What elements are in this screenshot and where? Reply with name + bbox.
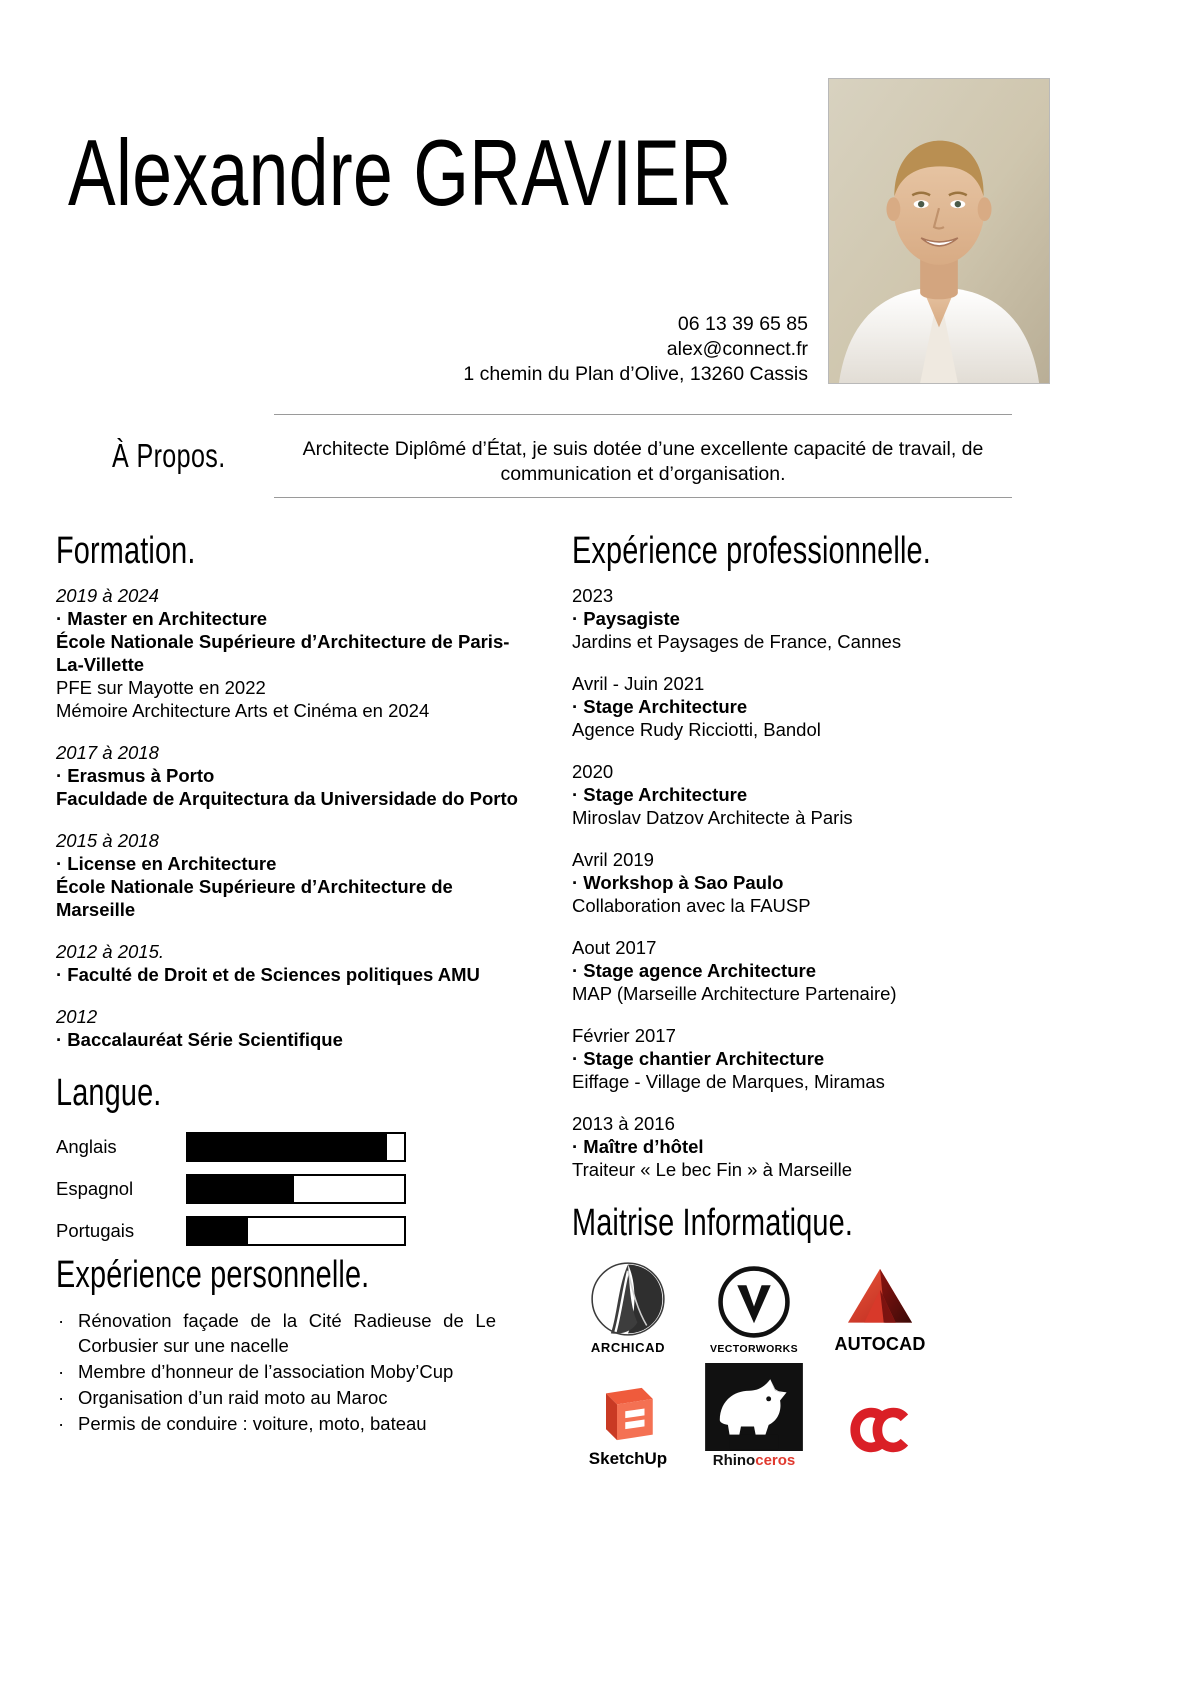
experience-personnelle-heading-text: Expérience personnelle. <box>56 1254 370 1296</box>
list-item-label: Permis de conduire : voiture, moto, bateau <box>78 1413 427 1434</box>
entry-date: 2015 à 2018 <box>56 830 159 851</box>
experience-pro-heading-text: Expérience professionnelle. <box>572 530 931 572</box>
experience-entry <box>572 936 992 1005</box>
list-item-label: Membre d’honneur de l’association Moby’Cup <box>78 1361 454 1382</box>
software-label-part-2: ceros <box>755 1452 796 1469</box>
entry-title: · Stage agence Architecture <box>572 960 817 981</box>
portrait-photo-icon <box>829 79 1049 383</box>
right-column <box>572 528 992 1477</box>
language-row <box>56 1126 536 1168</box>
formation-entry <box>56 940 536 986</box>
page-title <box>68 118 942 228</box>
language-row <box>56 1210 536 1252</box>
about-text <box>280 437 1006 487</box>
formation-entry <box>56 829 536 921</box>
language-level-fill <box>188 1218 248 1244</box>
experience-entry <box>572 760 992 829</box>
entry-title: · Faculté de Droit et de Sciences politiques AMU <box>56 964 480 985</box>
contact-address: 1 chemin du Plan d’Olive, 13260 Cassis <box>463 363 808 385</box>
entry-title: · Paysagiste <box>572 608 680 629</box>
formation-entry <box>56 741 536 810</box>
language-level-bar <box>186 1174 406 1204</box>
bullet-icon: · <box>58 1361 65 1382</box>
langue-heading-text: Langue. <box>56 1072 162 1114</box>
entry-org: Miroslav Datzov Architecte à Paris <box>572 807 853 828</box>
entry-date: 2017 à 2018 <box>56 742 159 763</box>
entry-org: MAP (Marseille Architecture Partenaire) <box>572 983 897 1004</box>
autocad-logo-icon <box>839 1262 921 1334</box>
software-logo-row <box>572 1363 972 1469</box>
entry-org: Traiteur « Le bec Fin » à Marseille <box>572 1159 853 1180</box>
language-row <box>56 1168 536 1210</box>
formation-entry <box>56 1005 536 1051</box>
entry-title: · Baccalauréat Série Scientifique <box>56 1029 343 1050</box>
software-item-archicad <box>572 1260 684 1355</box>
entry-title: · Erasmus à Porto <box>56 765 215 786</box>
avatar <box>828 78 1050 384</box>
about-divider-top <box>274 414 1012 415</box>
entry-title: · Master en Architecture <box>56 608 268 629</box>
entry-date: 2012 <box>56 1006 98 1027</box>
language-level-fill <box>188 1134 387 1160</box>
list-item <box>56 1308 496 1358</box>
list-item-label: Organisation d’un raid moto au Maroc <box>78 1387 388 1408</box>
entry-date: 2019 à 2024 <box>56 585 159 606</box>
about-line-2: de communication et d’organisation. <box>500 438 984 485</box>
entry-date: Avril 2019 <box>572 849 654 870</box>
entry-note: Mémoire Architecture Arts et Cinéma en 2024 <box>56 700 430 721</box>
list-item <box>56 1385 496 1410</box>
about-label <box>112 436 261 476</box>
entry-org: Eiffage - Village de Marques, Miramas <box>572 1071 885 1092</box>
entry-date: Février 2017 <box>572 1025 676 1046</box>
adobe-cc-logo-icon <box>843 1393 917 1467</box>
software-label <box>698 1452 810 1469</box>
experience-entry <box>572 1024 992 1093</box>
language-label: Espagnol <box>56 1178 134 1199</box>
software-label-part-1: Rhino <box>712 1452 756 1469</box>
entry-date: 2020 <box>572 761 614 782</box>
entry-title: · Stage chantier Architecture <box>572 1048 825 1069</box>
bullet-icon: · <box>58 1413 65 1434</box>
software-logos <box>572 1260 972 1469</box>
software-label: SketchUp <box>588 1449 668 1468</box>
section-heading-langue <box>56 1070 536 1116</box>
section-heading-maitrise <box>572 1200 992 1246</box>
language-label: Anglais <box>56 1136 117 1157</box>
experience-entry <box>572 848 992 917</box>
software-item-autocad <box>824 1262 936 1355</box>
software-logo-row <box>572 1260 972 1355</box>
about-divider-bottom <box>274 497 1012 498</box>
experience-entry <box>572 584 992 653</box>
formation-entry <box>56 584 536 722</box>
left-column <box>56 528 536 1437</box>
entry-date: 2012 à 2015. <box>56 941 165 962</box>
software-item-vectorworks <box>698 1264 810 1355</box>
contact-email: alex@connect.fr <box>666 338 808 360</box>
entry-title: · Maître d’hôtel <box>572 1136 704 1157</box>
maitrise-heading-text: Maitrise Informatique. <box>572 1202 854 1244</box>
software-label: AUTOCAD <box>834 1334 926 1354</box>
experience-entry <box>572 672 992 741</box>
sketchup-logo-icon <box>593 1381 663 1447</box>
section-heading-experience-pro <box>572 528 992 574</box>
rhinoceros-logo-icon <box>705 1363 803 1451</box>
candidate-name: Alexandre GRAVIER <box>68 120 733 225</box>
software-label: VECTORWORKS <box>709 1343 799 1355</box>
entry-org: Faculdade de Arquitectura da Universidade do Porto <box>56 788 518 809</box>
section-heading-formation <box>56 528 536 574</box>
experience-entry <box>572 1112 992 1181</box>
language-level-bar <box>186 1216 406 1246</box>
about-label-text: À Propos. <box>112 437 226 474</box>
entry-org: Agence Rudy Ricciotti, Bandol <box>572 719 821 740</box>
entry-date: 2023 <box>572 585 614 606</box>
entry-title: · Workshop à Sao Paulo <box>572 872 784 893</box>
bullet-icon: · <box>58 1310 65 1331</box>
about-line-1: Architecte Diplômé d’État, je suis dotée d’une excellente capacité de travail, <box>302 438 957 460</box>
vectorworks-logo-icon <box>716 1264 792 1340</box>
list-item <box>56 1359 496 1384</box>
entry-note: PFE sur Mayotte en 2022 <box>56 677 266 698</box>
entry-org: École Nationale Supérieure d’Architecture de Marseille <box>56 876 453 920</box>
software-item-rhinoceros <box>698 1363 810 1469</box>
language-level-fill <box>188 1176 294 1202</box>
software-label: ARCHICAD <box>590 1340 666 1355</box>
entry-title: · License en Architecture <box>56 853 277 874</box>
entry-date: Aout 2017 <box>572 937 657 958</box>
formation-heading-text: Formation. <box>56 530 196 572</box>
bullet-icon: · <box>58 1387 65 1408</box>
entry-org: École Nationale Supérieure d’Architecture de Paris-La-Villette <box>56 631 510 675</box>
contact-phone: 06 13 39 65 85 <box>677 313 808 335</box>
entry-title: · Stage Architecture <box>572 696 748 717</box>
contact-block <box>328 312 808 387</box>
entry-title: · Stage Architecture <box>572 784 748 805</box>
software-item-adobe-cc <box>824 1393 936 1469</box>
entry-org: Collaboration avec la FAUSP <box>572 895 811 916</box>
language-level-bar <box>186 1132 406 1162</box>
archicad-logo-icon <box>589 1260 667 1338</box>
entry-org: Jardins et Paysages de France, Cannes <box>572 631 902 652</box>
language-label: Portugais <box>56 1220 135 1241</box>
entry-date: 2013 à 2016 <box>572 1113 675 1134</box>
software-item-sketchup <box>572 1381 684 1469</box>
list-item-label: Rénovation façade de la Cité Radieuse de Le Corbusier sur une nacelle <box>78 1310 496 1356</box>
entry-date: Avril - Juin 2021 <box>572 673 705 694</box>
section-heading-experience-personnelle <box>56 1252 536 1298</box>
list-item <box>56 1411 496 1436</box>
